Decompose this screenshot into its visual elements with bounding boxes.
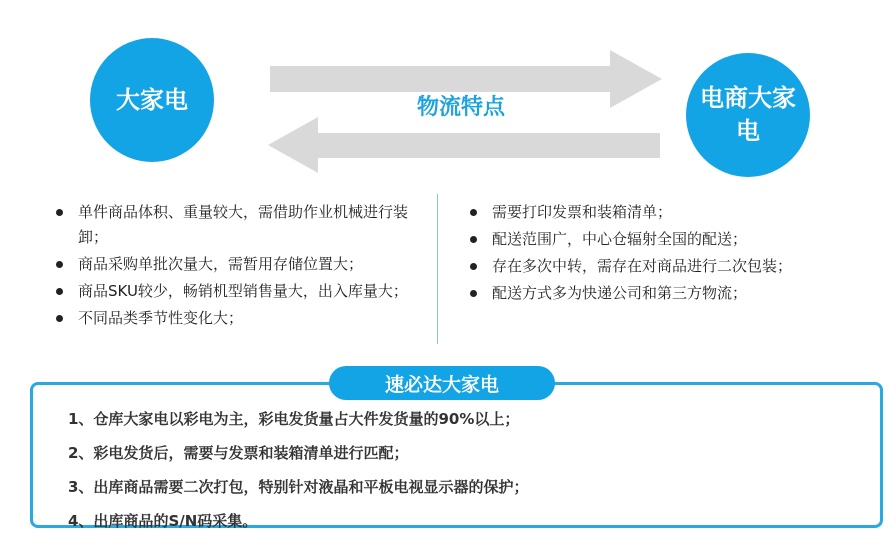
list-item: 不同品类季节性变化大；	[50, 306, 432, 331]
circle-big-appliance-label: 大家电	[116, 85, 188, 114]
bottom-item: 2、彩电发货后，需要与发票和装箱清单进行匹配；	[68, 444, 409, 462]
arrow-left-icon	[268, 117, 660, 173]
right-points-list	[464, 200, 884, 308]
list-item: 配送方式多为快递公司和第三方物流；	[464, 281, 884, 306]
center-title: 物流特点	[416, 95, 505, 120]
list-item: 需要打印发票和装箱清单；	[464, 200, 884, 225]
bottom-item: 1、仓库大家电以彩电为主，彩电发货量占大件发货量的90%以上；	[68, 410, 520, 428]
circle-ecommerce-appliance	[686, 53, 810, 177]
circle-big-appliance	[90, 38, 214, 162]
list-item: 单件商品体积、重量较大，需借助作业机械进行装卸；	[50, 200, 432, 250]
bottom-item: 3、出库商品需要二次打包，特别针对液晶和平板电视显示器的保护；	[68, 478, 529, 496]
list-item: 商品采购单批次量大，需暂用存储位置大；	[50, 252, 432, 277]
list-item: 存在多次中转，需存在对商品进行二次包装；	[464, 254, 884, 279]
circle-ecommerce-appliance-label: 电商大家电	[700, 84, 796, 145]
bottom-box-title: 速必达大家电	[329, 366, 555, 400]
list-item: 商品SKU较少，畅销机型销售量大，出入库量大；	[50, 279, 432, 304]
bottom-item: 4、出库商品的S/N码采集。	[68, 512, 258, 530]
list-item: 配送范围广，中心仓辐射全国的配送；	[464, 227, 884, 252]
left-points-list	[50, 200, 432, 333]
column-divider	[437, 194, 438, 344]
